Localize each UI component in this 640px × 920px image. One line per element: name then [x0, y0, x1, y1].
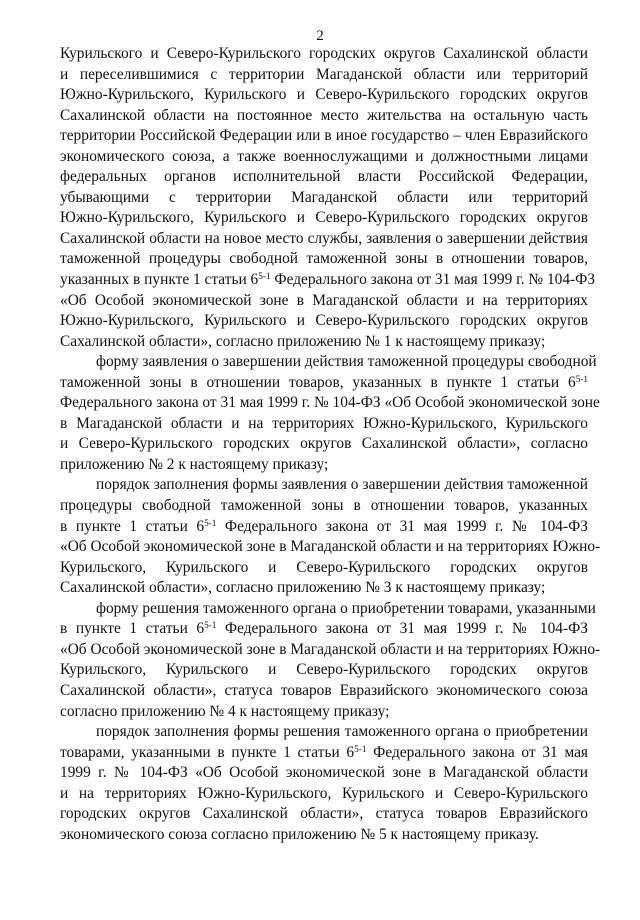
text-line	[60, 640, 601, 661]
text-run: Южно-Курильского, Курильского и Северо-Курильского городских округов	[60, 312, 588, 330]
text-line	[60, 373, 588, 394]
text-line	[60, 414, 588, 435]
text-run: и Северо-Курильского городских округов Сахалинской области», согласно	[60, 435, 588, 453]
text-line	[60, 496, 588, 517]
superscript: 5-1	[354, 743, 367, 754]
text-run: Курильского, Курильского и Северо-Курильского городских округов	[60, 558, 588, 576]
text-run: Федерального закона от 31 мая	[366, 743, 588, 761]
text-line	[60, 722, 588, 743]
text-line	[60, 455, 588, 476]
text-line	[60, 188, 588, 209]
text-run: территории Российской Федерации или в иное государство – член Евразийского	[60, 127, 588, 145]
text-run: Сахалинской области», согласно приложению № 3 к настоящему приказу;	[60, 579, 546, 597]
text-run: Южно-Курильского, Курильского и Северо-Курильского городских округов	[60, 209, 588, 227]
text-line	[60, 804, 588, 825]
text-line	[60, 249, 588, 270]
text-line	[60, 660, 588, 681]
text-line	[60, 599, 596, 620]
superscript: 5-1	[204, 620, 217, 631]
text-run: «Об Особой экономической зоне в Магаданской области и на территориях	[60, 291, 588, 309]
text-line	[60, 147, 588, 168]
text-line	[60, 270, 596, 291]
text-line	[60, 106, 588, 127]
text-run: Курильского, Курильского и Северо-Курильского городских округов	[60, 661, 588, 679]
text-run: порядок заполнения формы заявления о завершении действия таможенной	[96, 476, 588, 494]
text-run: Курильского и Северо-Курильского городских округов Сахалинской области	[60, 45, 588, 62]
text-line	[60, 763, 588, 784]
text-line	[60, 85, 588, 106]
text-run: приложению № 2 к настоящему приказу;	[60, 455, 329, 473]
text-run: порядок заполнения формы решения таможенного органа о приобретении	[96, 723, 588, 741]
text-line	[60, 475, 588, 496]
text-line	[60, 517, 588, 538]
text-line	[60, 537, 601, 558]
text-run: Федерального закона от 31 мая 1999 г. № 104-ФЗ «Об Особой экономической зоне	[60, 394, 600, 412]
text-line	[60, 352, 597, 373]
text-line	[60, 229, 588, 250]
text-run: процедуры свободной таможенной зоны в отношении товаров, указанных	[60, 497, 588, 515]
text-run: Сахалинской области», согласно приложению № 1 к настоящему приказу;	[60, 332, 546, 350]
text-line	[60, 332, 588, 353]
text-run: убывающими с территории Магаданской области или территорий	[60, 188, 588, 206]
text-run: таможенной процедуры свободной таможенной зоны в отношении товаров,	[60, 250, 588, 268]
text-line	[60, 578, 588, 599]
text-run: Федерального закона от 31 мая 1999 г. № 104-ФЗ	[216, 517, 588, 535]
body-text	[60, 44, 601, 845]
text-run: в Магаданской области и на территориях Южно-Курильского, Курильского	[60, 414, 588, 432]
superscript: 5-1	[575, 373, 588, 384]
text-run: и переселившимися с территории Магаданской области или территорий	[60, 65, 588, 83]
text-run: Сахалинской области на новое место службы, заявления о завершении действия	[60, 229, 588, 247]
text-run: экономического союза, а также военнослужащими и должностными лицами	[60, 147, 588, 165]
text-run: форму заявления о завершении действия таможенной процедуры свободной	[96, 353, 597, 371]
text-run: Южно-Курильского, Курильского и Северо-Курильского городских округов	[60, 86, 588, 104]
text-run: «Об Особой экономической зоне в Магаданской области и на территориях Южно-	[60, 640, 601, 658]
text-line	[60, 702, 588, 723]
text-line	[60, 65, 588, 86]
text-run: форму решения таможенного органа о приобретении товарами, указанными	[96, 599, 596, 617]
text-run: в пункте 1 статьи 6	[60, 620, 205, 638]
text-run: федеральных органов исполнительной власти Российской Федерации,	[60, 168, 588, 186]
text-line	[60, 619, 588, 640]
text-run: «Об Особой экономической зоне в Магаданской области и на территориях Южно-	[60, 538, 601, 556]
text-run: и на территориях Южно-Курильского, Курильского и Северо-Курильского	[60, 784, 588, 802]
text-run: 1999 г. № 104-ФЗ «Об Особой экономической зоне в Магаданской области	[60, 764, 588, 782]
text-run: указанных в пункте 1 статьи 6	[60, 271, 259, 289]
text-run: Сахалинской области», статуса товаров Евразийского экономического союза	[60, 681, 588, 699]
text-line	[60, 743, 588, 764]
text-line	[60, 208, 588, 229]
text-line	[60, 291, 588, 312]
page-number: 2	[316, 28, 324, 44]
text-run: Федерального закона от 31 мая 1999 г. № 104-ФЗ	[270, 271, 596, 289]
text-run: городских округов Сахалинской области», статуса товаров Евразийского	[60, 805, 588, 823]
text-line	[60, 681, 588, 702]
text-line	[60, 825, 588, 846]
text-line	[60, 44, 588, 65]
text-line	[60, 558, 588, 579]
superscript: 5-1	[204, 517, 217, 528]
text-run: экономического союза согласно приложению № 5 к настоящему приказу.	[60, 825, 539, 843]
superscript: 5-1	[258, 270, 271, 281]
text-line	[60, 784, 588, 805]
text-run: товарами, указанными в пункте 1 статьи 6	[60, 743, 355, 761]
text-run: согласно приложению № 4 к настоящему приказу;	[60, 702, 390, 720]
text-line	[60, 126, 588, 147]
text-line	[60, 434, 588, 455]
text-run: в пункте 1 статьи 6	[60, 517, 205, 535]
text-line	[60, 167, 588, 188]
text-line	[60, 311, 588, 332]
text-run: Федерального закона от 31 мая 1999 г. № 104-ФЗ	[216, 620, 588, 638]
text-run: Сахалинской области на постоянное место жительства на остальную часть	[60, 106, 588, 124]
text-run: таможенной зоны в отношении товаров, указанных в пункте 1 статьи 6	[60, 373, 576, 391]
text-line	[60, 393, 600, 414]
